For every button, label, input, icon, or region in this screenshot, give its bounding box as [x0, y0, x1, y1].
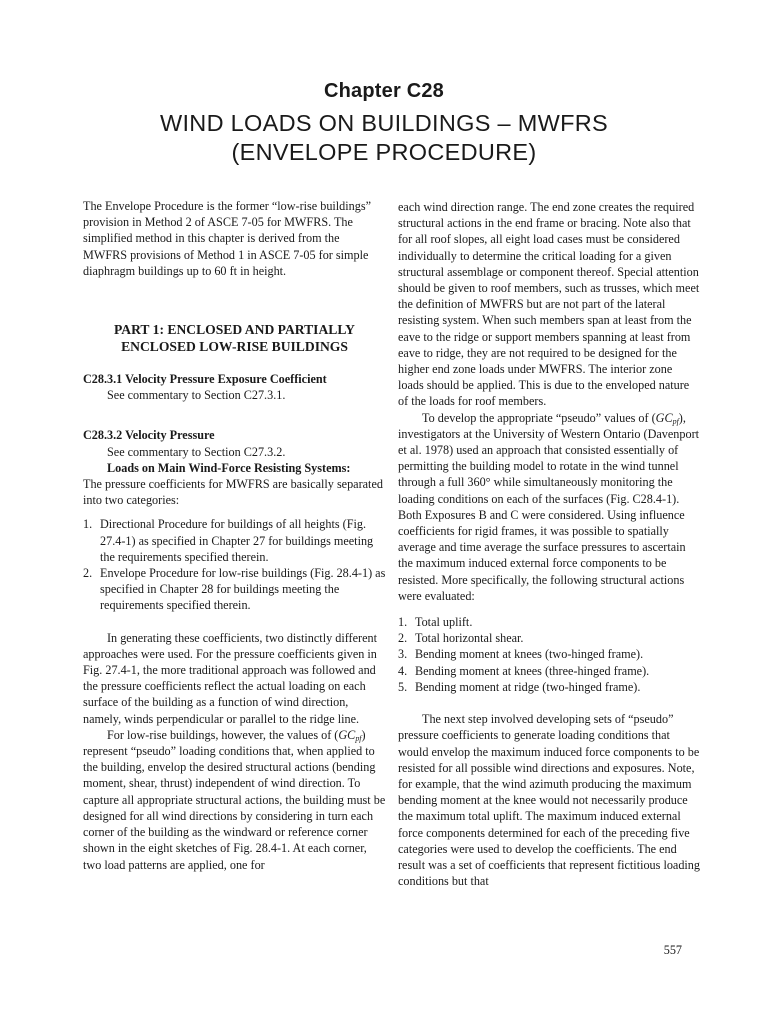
list-item-number: 5.: [398, 679, 408, 694]
list-item-text: Bending moment at knees (two-hinged frame).: [415, 647, 644, 662]
section-text-c28-3-1: See commentary to Section C27.3.1.: [107, 388, 286, 403]
list-item-text: Envelope Procedure for low-rise buildings (Fig. 28.4-1) as specified in Chapter 28 for buildings meeting the requirements specified therein.: [100, 566, 386, 613]
structural-actions-list: [398, 614, 701, 695]
gc-subscript-text: pf: [355, 733, 362, 743]
list-item: [83, 565, 386, 614]
list-item-number: 2.: [83, 566, 93, 581]
body-paragraph-1: In generating these coefficients, two distinctly different approaches were used. For the pressure coefficients given in Fig. 27.4-1, the more traditional approach was followed and the pressure coefficients reflect the actual loading on each surface of the building as a function of wind direction, namely, winds perpendicular or parallel to the ridge line.: [83, 630, 377, 726]
left-column: [83, 198, 386, 873]
para-text: For low-rise buildings, however, the values of (: [107, 727, 339, 742]
list-item-number: 4.: [398, 663, 408, 678]
part-heading: [83, 321, 386, 355]
para-text: ) represent “pseudo” loading conditions that, when applied to the building, envelop the desired structural actions (bending moment, shear, thrust) independent of wind direction. To capture all appropriate structural actions, the building must be designed for all wind directions by considering in turn each corner of the building as the windward or reference corner shown in the eight sketches of Fig. 28.4-1. At each corner, two load patterns are applied, one for: [83, 727, 386, 872]
list-item: [398, 646, 701, 662]
body-paragraph-5: The next step involved developing sets of “pseudo” pressure coefficients to generate loading conditions that would envelop the maximum induced force components to be resisted for all possible wind directions and exposures. Note, for example, that the wind azimuth producing the maximum bending moment at the knee would not necessarily produce the maximum total uplift. The maximum induced external force components determined for each of the preceding five categories were used to develop the coefficients. The end result was a set of coefficients that represent fictitious loading conditions but that: [398, 712, 700, 889]
list-item-number: 2.: [398, 631, 408, 646]
body-paragraph-4: [398, 410, 701, 604]
loads-text: The pressure coefficients for MWFRS are basically separated into two categories:: [83, 477, 383, 508]
chapter-title: [0, 109, 768, 167]
list-item: [398, 614, 701, 630]
procedure-list: [83, 516, 386, 613]
chapter-title-line-2: (ENVELOPE PROCEDURE): [231, 139, 537, 165]
chapter-title-line-1: WIND LOADS ON BUILDINGS – MWFRS: [159, 110, 608, 136]
intro-paragraph: The Envelope Procedure is the former “low-rise buildings” provision in Method 2 of ASCE 7-05 for MWFRS. The simplified method in this chapter is derived from the MWFRS provisions of Method 1 in ASCE 7-05 for simple diaphragm buildings up to 60 ft in height.: [83, 199, 372, 278]
list-item-text: Bending moment at ridge (two-hinged frame).: [415, 679, 641, 694]
list-item-text: Directional Procedure for buildings of all heights (Fig. 27.4-1) as specified in Chapter 27 for buildings meeting the requirements specified therein.: [100, 517, 374, 564]
para-text: ), investigators at the University of Western Ontario (Davenport et al. 1978) used an approach that consisted essentially of permitting the building model to rotate in the wind tunnel through a full 360° while simultaneously monitoring the loading conditions on each of the surfaces (Fig. C28.4-1). Both Exposures B and C were considered. Using influence coefficients for rigid frames, it was possible to spatially average and time average the surface pressures to ascertain the maximum induced external force components to be resisted. More specifically, the following structural actions were evaluated:: [398, 410, 700, 603]
loads-heading: Loads on Main Wind-Force Resisting Systems:: [107, 460, 351, 475]
list-item-text: Bending moment at knees (three-hinged frame).: [415, 663, 650, 678]
list-item: [398, 663, 701, 679]
chapter-number: Chapter C28: [323, 80, 444, 102]
section-heading-c28-3-2: C28.3.2 Velocity Pressure: [83, 428, 215, 443]
part-heading-line-1: PART 1: ENCLOSED AND PARTIALLY: [113, 322, 355, 338]
section-heading-c28-3-1: C28.3.1 Velocity Pressure Exposure Coefficient: [83, 372, 327, 387]
list-item: [83, 516, 386, 565]
gc-subscript-text: pf: [672, 416, 679, 426]
list-item: [398, 679, 701, 695]
gc-symbol: GC: [338, 727, 356, 742]
part-heading-line-2: ENCLOSED LOW-RISE BUILDINGS: [121, 339, 348, 355]
list-item-text: Total horizontal shear.: [415, 631, 524, 646]
right-column: [398, 199, 701, 889]
page-number: 557: [663, 943, 682, 957]
list-item-number: 3.: [398, 647, 408, 662]
body-paragraph-3: each wind direction range. The end zone creates the required structural actions in the end frame or bracing. Note also that for all roof slopes, all eight load cases must be considered individually to determine the critical loading for a given structural assemblage or component thereof. Special attention should be given to roof members, such as trusses, which meet the definition of MWFRS but are not part of the lateral resisting system. When such members span at least from the eave to the ridge or support members spanning at least from eave to ridge, they are not required to be designed for the higher end zone loads under MWFRS. The interior zone loads should be applied. This is due to the enveloped nature of the loads for roof members.: [398, 200, 700, 409]
section-text-c28-3-2: See commentary to Section C27.3.2.: [107, 444, 286, 459]
gc-symbol: GC: [655, 410, 673, 425]
list-item: [398, 630, 701, 646]
para-text: To develop the appropriate “pseudo” values of (: [422, 410, 656, 425]
list-item-number: 1.: [398, 615, 408, 630]
list-item-text: Total uplift.: [415, 615, 473, 630]
body-paragraph-2: [83, 727, 386, 873]
list-item-number: 1.: [83, 517, 93, 532]
